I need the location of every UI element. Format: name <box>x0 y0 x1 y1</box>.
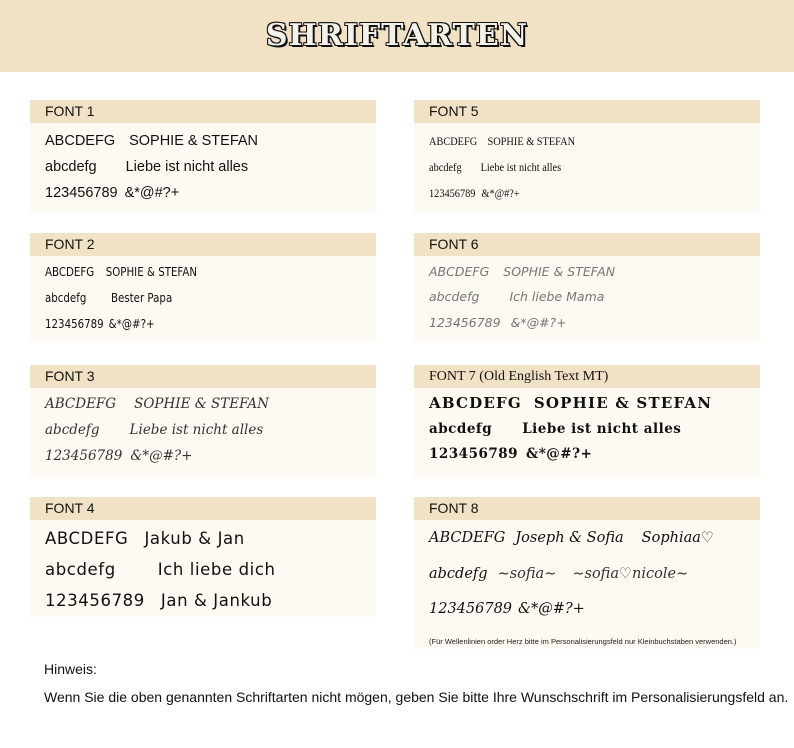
font-sample-line <box>429 566 688 582</box>
font-panel-3 <box>30 365 376 477</box>
sample-text: ABCDEFG <box>45 264 95 279</box>
hint-text: Wenn Sie die oben genannten Schriftarten nicht mögen, geben Sie bitte Ihre Wunschschrift im Personalisierungsfeld an. <box>44 689 789 705</box>
font-sample-line <box>45 396 269 412</box>
sample-text: 123456789 <box>429 446 519 462</box>
sample-text: SOPHIE & STEFAN <box>487 134 576 148</box>
font-label: FONT 4 <box>30 497 376 520</box>
font-sample-line <box>429 601 585 617</box>
font-sample-line <box>45 316 155 331</box>
sample-text: &*@#?+ <box>124 185 180 201</box>
sample-text: 123456789 <box>45 316 104 331</box>
font-sample-line <box>45 159 248 175</box>
font-sample-line <box>45 448 192 464</box>
page-title: SHRIFTARTEN <box>265 18 529 53</box>
sample-text: &*@#?+ <box>526 446 593 462</box>
font-panel-5 <box>414 100 760 212</box>
sample-text: 123456789 <box>429 315 501 330</box>
sample-text: &*@#?+ <box>481 186 520 200</box>
sample-text: abcdefg <box>45 159 97 175</box>
font-sample-line <box>45 185 179 201</box>
font-label: FONT 8 <box>414 497 760 520</box>
sample-text: Jakub & Jan <box>144 529 245 548</box>
sample-text: 123456789 <box>45 591 145 610</box>
sample-text: ABCDEFG <box>45 396 117 412</box>
sample-text: abcdefg <box>45 560 116 579</box>
sample-text: Liebe ist nicht alles <box>522 421 682 437</box>
sample-text: 123456789 <box>45 448 123 464</box>
font-sample-line <box>429 421 681 437</box>
font-sample-line <box>429 394 712 412</box>
header-banner <box>0 0 794 72</box>
sample-text: Liebe ist nicht alles <box>480 160 562 174</box>
sample-text: SOPHIE & STEFAN <box>503 264 616 279</box>
sample-text: Bester Papa <box>110 290 173 305</box>
sample-text: SOPHIE & STEFAN <box>105 264 198 279</box>
sample-text: Jan & Jankub <box>160 591 273 610</box>
sample-text: 123456789 <box>45 185 118 201</box>
font-8-note: (Für Wellenlinien order Herz bitte im Personalisierungsfeld nur Kleinbuchstaben verwenden.) <box>429 637 737 646</box>
sample-text: abcdefg <box>429 289 480 304</box>
font-panel-2 <box>30 233 376 341</box>
font-sample-line <box>45 133 258 149</box>
font-sample-line <box>45 560 276 579</box>
font-label: FONT 5 <box>414 100 760 123</box>
sample-text: Liebe ist nicht alles <box>129 422 264 438</box>
font-panel-4 <box>30 497 376 617</box>
sample-text: abcdefg <box>429 160 462 174</box>
sample-text: Liebe ist nicht alles <box>125 159 249 175</box>
font-sample-line <box>45 591 272 610</box>
font-panel-1 <box>30 100 376 212</box>
sample-text: Sophiaa♡ <box>641 530 714 546</box>
sample-text: Joseph & Sofia <box>515 530 624 546</box>
font-sample-line <box>45 529 245 548</box>
sample-text: SOPHIE & STEFAN <box>129 133 259 149</box>
font-sample-line <box>429 160 561 175</box>
sample-text: ABCDEFG <box>429 530 506 546</box>
sample-text: ABCDEFG <box>429 134 478 148</box>
sample-text: &*@#?+ <box>510 315 567 330</box>
font-sample-line <box>429 264 615 279</box>
font-label: FONT 6 <box>414 233 760 256</box>
font-sample-line <box>45 422 263 438</box>
font-sample-line <box>429 446 592 462</box>
font-sample-line <box>429 530 714 546</box>
sample-text: &*@#?+ <box>130 448 193 464</box>
sample-text: abcdefg <box>45 422 100 438</box>
font-sample-line <box>429 315 567 330</box>
font-sample-line <box>45 290 172 305</box>
font-label: FONT 7 (Old English Text MT) <box>414 365 760 388</box>
font-sample-line <box>429 134 575 149</box>
sample-text: Ich liebe Mama <box>509 289 605 304</box>
font-sample-line <box>429 186 520 201</box>
font-panel-7 <box>414 365 760 477</box>
sample-text: 123456789 <box>429 186 476 200</box>
font-sample-line <box>45 264 197 279</box>
sample-text: abcdefg <box>429 421 493 437</box>
sample-text: abcdefg <box>45 290 87 305</box>
sample-text: &*@#?+ <box>518 601 585 617</box>
font-label: FONT 2 <box>30 233 376 256</box>
sample-text: SOPHIE & STEFAN <box>533 394 713 412</box>
font-label: FONT 3 <box>30 365 376 388</box>
font-label: FONT 1 <box>30 100 376 123</box>
font-panel-6 <box>414 233 760 341</box>
sample-text: &*@#?+ <box>108 316 155 331</box>
sample-text: ABCDEFG <box>429 264 490 279</box>
sample-text: ABCDEFG <box>45 133 116 149</box>
sample-text: 123456789 <box>429 601 513 617</box>
hint-label: Hinweis: <box>44 661 97 677</box>
sample-text: ∼sofia♡nicole∼ <box>572 566 689 582</box>
sample-text: abcdefg <box>429 566 488 582</box>
sample-text: ABCDEFG <box>45 529 129 548</box>
font-sample-line <box>429 289 604 304</box>
sample-text: Ich liebe dich <box>157 560 276 579</box>
font-panel-8 <box>414 497 760 649</box>
sample-text: ABCDEFG <box>429 394 522 412</box>
sample-text: SOPHIE & STEFAN <box>134 396 269 412</box>
sample-text: ∼sofia∼ <box>497 566 557 582</box>
